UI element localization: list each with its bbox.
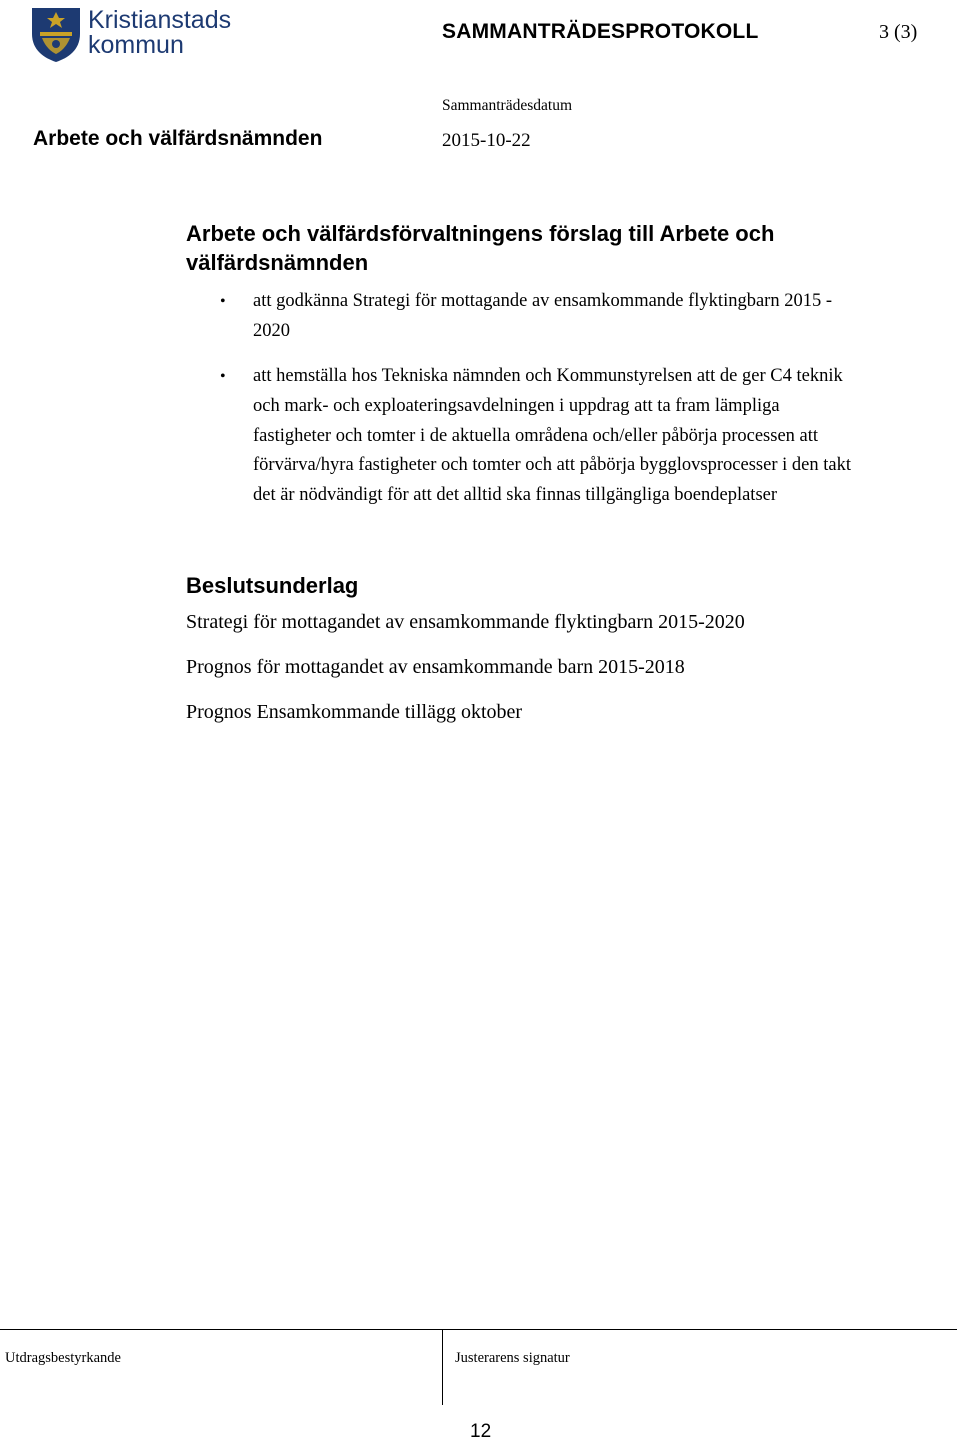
footer-page-number: 12 (470, 1421, 492, 1442)
coat-of-arms-icon (28, 4, 84, 64)
basis-item: Prognos för mottagandet av ensamkommande barn 2015-2018 (186, 656, 685, 678)
basis-heading: Beslutsunderlag (186, 573, 359, 598)
org-name-line2: kommun (88, 31, 184, 59)
proposal-list (220, 287, 860, 347)
org-name-line1: Kristianstads (88, 6, 232, 34)
footer-column-divider (442, 1329, 443, 1405)
meeting-date: 2015-10-22 (442, 130, 531, 151)
meeting-date-label: Sammanträdesdatum (442, 97, 572, 114)
proposal-list (220, 362, 860, 511)
org-logo (28, 4, 232, 68)
footer-divider (0, 1329, 957, 1330)
proposal-heading: Arbete och välfärdsförvaltningens förslag till Arbete och välfärdsnämnden (186, 221, 775, 275)
basis-item: Prognos Ensamkommande tillägg oktober (186, 701, 523, 723)
footer-adjuster-signature-label: Justerarens signatur (455, 1350, 570, 1366)
committee-name: Arbete och välfärdsnämnden (33, 127, 323, 150)
basis-item: Strategi för mottagandet av ensamkommande flyktingbarn 2015-2020 (186, 611, 745, 633)
document-title: SAMMANTRÄDESPROTOKOLL (442, 20, 759, 43)
page-counter: 3 (3) (879, 21, 918, 43)
proposal-item: • att godkänna Strategi för mottagande av ensamkommande flyktingbarn 2015 - 2020 (220, 287, 860, 347)
footer-extract-certification-label: Utdragsbestyrkande (5, 1350, 121, 1366)
proposal-item: • att hemställa hos Tekniska nämnden och Kommunstyrelsen att de ger C4 teknik och mark- och exploateringsavdelningen i uppdrag att ta fram lämpliga fastigheter och tomter i de aktuella områdena och/eller påbörja processen att förvärva/hyra fastigheter och tomter och att påbörja bygglovsprocesser i den takt det är nödvändigt för att det alltid ska finnas tillgängliga boendeplatser (220, 362, 860, 511)
